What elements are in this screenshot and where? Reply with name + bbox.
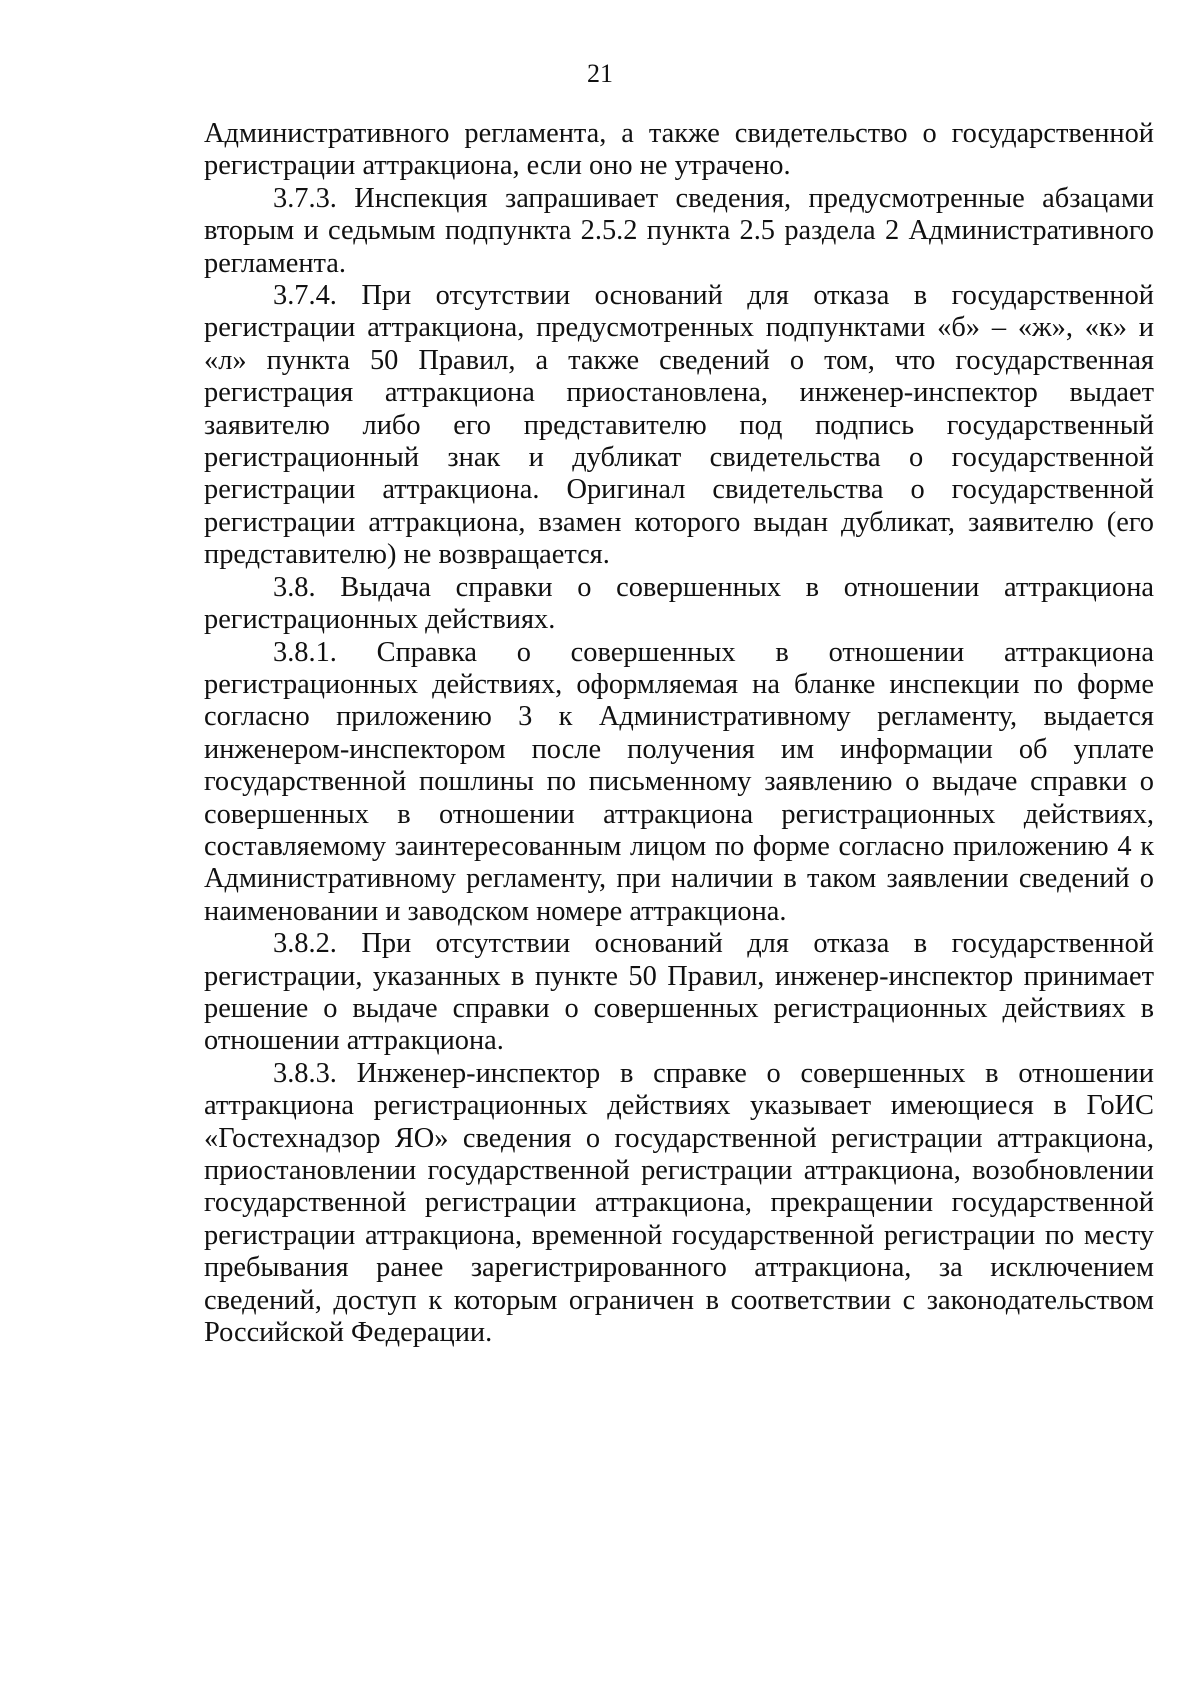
paragraph-3-8-3: 3.8.3. Инженер-инспектор в справке о совершенных в отношении аттракциона регистрационных действиях указывает имеющиеся в ГоИС «Гостехнадзор ЯО» сведения о государственной регистрации аттракциона, приостановлении государственной регистрации аттракциона, возобновлении государственной регистрации аттракциона, прекращении государственной регистрации аттракциона, временной государственной регистрации по месту пребывания ранее зарегистрированного аттракциона, за исключением сведений, доступ к которым ограничен в соответствии с законодательством Российской Федерации. <box>204 1057 1154 1349</box>
paragraph-3-8-2: 3.8.2. При отсутствии оснований для отказа в государственной регистрации, указанных в пункте 50 Правил, инженер-инспектор принимает решение о выдаче справки о совершенных регистрационных действиях в отношении аттракциона. <box>204 928 1154 1057</box>
paragraph-3-7-3: 3.7.3. Инспекция запрашивает сведения, предусмотренные абзацами вторым и седьмым подпункта 2.5.2 пункта 2.5 раздела 2 Административного регламента. <box>204 182 1154 279</box>
page-number: 21 <box>587 59 613 88</box>
paragraph-3-8-1: 3.8.1. Справка о совершенных в отношении аттракциона регистрационных действиях, оформляемая на бланке инспекции по форме согласно приложению 3 к Административному регламенту, выдается инженером-инспектором после получения им информации об уплате государственной пошлины по письменному заявлению о выдаче справки о совершенных в отношении аттракциона регистрационных действиях, составляемому заинтересованным лицом по форме согласно приложению 4 к Административному регламенту, при наличии в таком заявлении сведений о наименовании и заводском номере аттракциона. <box>204 636 1154 927</box>
paragraph-continuation: Административного регламента, а также свидетельство о государственной регистрации аттракциона, если оно не утрачено. <box>204 118 1154 182</box>
paragraph-3-8: 3.8. Выдача справки о совершенных в отношении аттракциона регистрационных действиях. <box>204 571 1154 636</box>
document-body <box>204 118 1154 1349</box>
paragraph-3-7-4: 3.7.4. При отсутствии оснований для отказа в государственной регистрации аттракциона, предусмотренных подпунктами «б» – «ж», «к» и «л» пункта 50 Правил, а также сведений о том, что государственная регистрация аттракциона приостановлена, инженер-инспектор выдает заявителю либо его представителю под подпись государственный регистрационный знак и дубликат свидетельства о государственной регистрации аттракциона. Оригинал свидетельства о государственной регистрации аттракциона, взамен которого выдан дубликат, заявителю (его представителю) не возвращается. <box>204 280 1154 571</box>
